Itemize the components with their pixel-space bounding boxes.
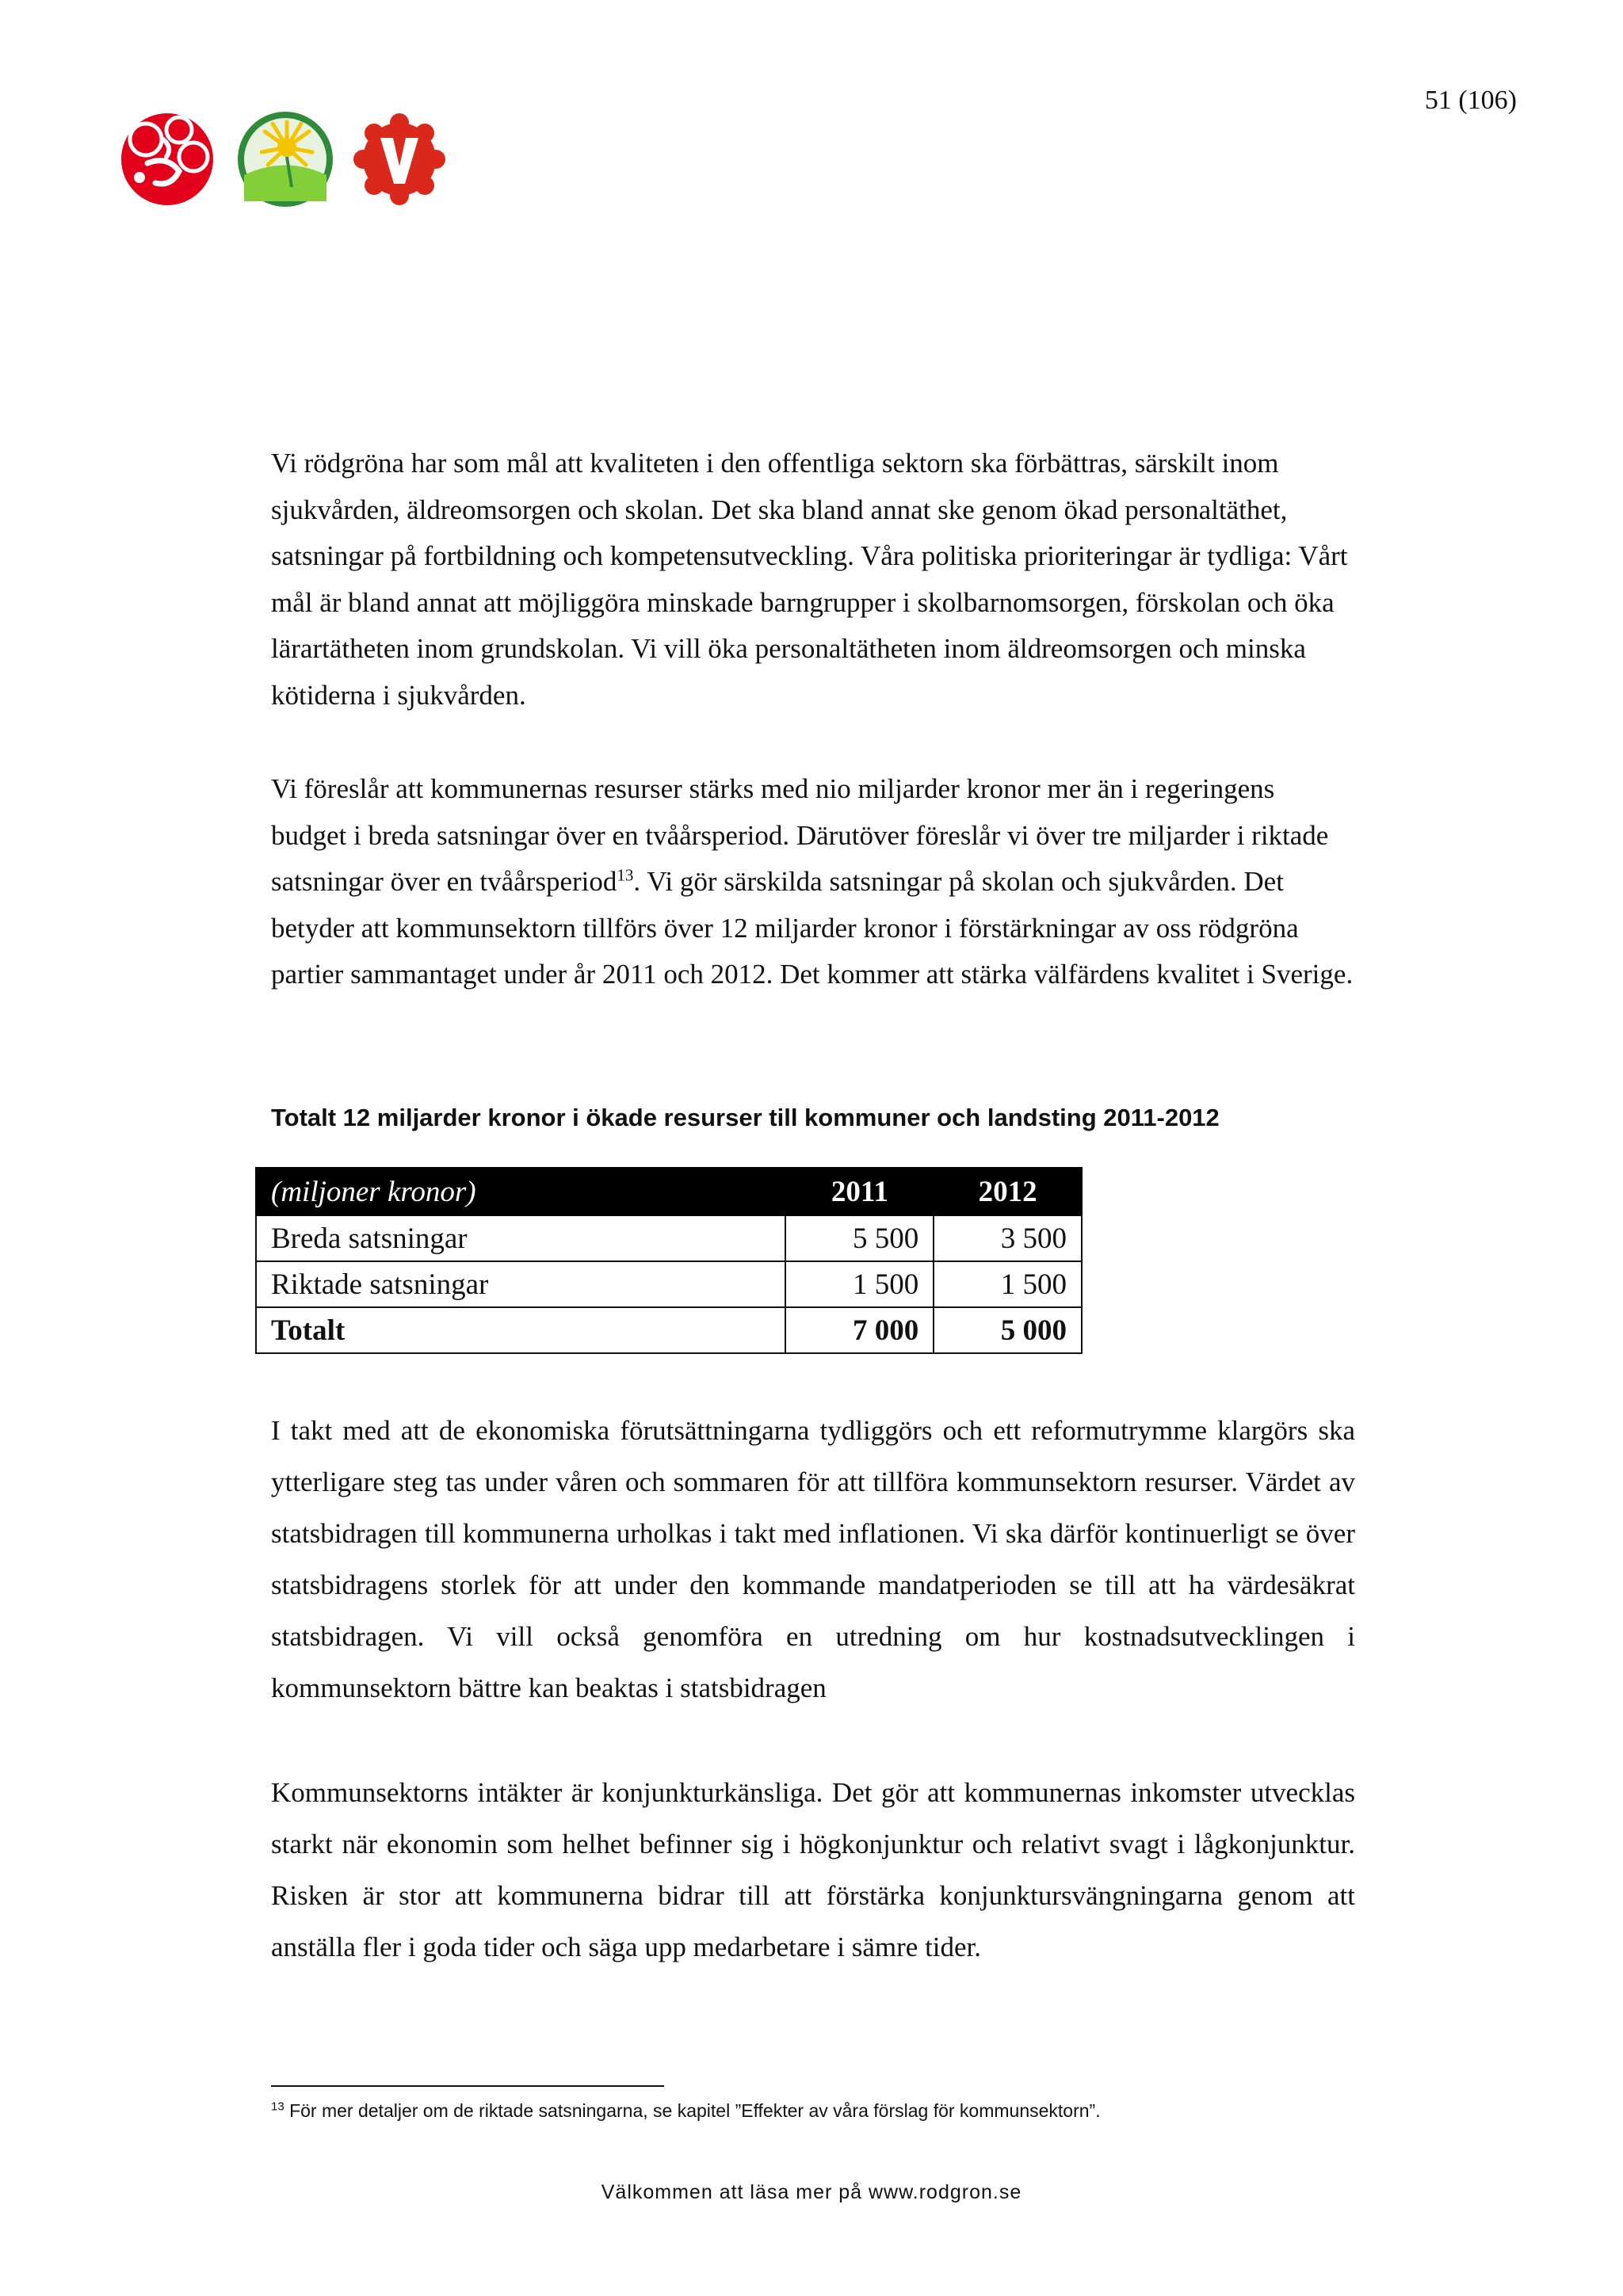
table-total-row [256,1307,1082,1353]
row-label: Riktade satsningar [256,1261,785,1307]
socialdemokraterna-rose-logo [116,108,219,211]
column-header-2011: 2011 [785,1168,934,1215]
vansterpartiet-v-logo [352,108,447,211]
page-footer: Välkommen att läsa mer på www.rodgron.se [601,2181,1022,2203]
body-paragraph-2-part-b: . Vi gör särskilda satsningar på skolan och sjukvården. Det betyder att kommunsektorn tillförs över 12 miljarder kronor i förstärkningar av oss rödgröna partier sammantaget under år 2011 och 2012. Det kommer att stärka välfärdens kvalitet i Sverige. [271,866,1354,990]
cell-value: 1 500 [785,1261,934,1307]
cell-value: 5 500 [785,1215,934,1261]
footnote-reference-13[interactable]: 13 [617,865,634,885]
total-value: 7 000 [785,1307,934,1353]
footnote [271,2100,1101,2122]
total-label: Totalt [256,1307,785,1353]
party-logos [116,108,447,211]
table-row [256,1261,1082,1307]
total-value: 5 000 [934,1307,1082,1353]
funding-table [255,1167,1083,1354]
unit-header: (miljoner kronor) [256,1168,785,1215]
table-row [256,1215,1082,1261]
body-paragraph-2-part-a: Vi föreslår att kommunernas resurser stärks med nio miljarder kronor mer än i regeringens budget i breda satsningar över en tvåårsperiod. Därutöver föreslår vi över tre miljarder i riktade satsningar över en tvåårsperiod [271,773,1329,897]
body-paragraph-1: Vi rödgröna har som mål att kvaliteten i den offentliga sektorn ska förbättras, särskilt inom sjukvården, äldreomsorgen och skolan. Det ska bland annat ske genom ökad personaltäthet, satsningar på fortbildning och kompetensutveckling. Våra politiska prioriteringar är tydliga: Vårt mål är bland annat att möjliggöra minskade barngrupper i skolbarnomsorgen, förskolan och öka lärartätheten inom grundskolan. Vi vill öka personaltätheten inom äldreomsorgen och minska kötiderna i sjukvården. [271,448,1348,711]
body-paragraph-3: I takt med att de ekonomiska förutsättningarna tydliggörs och ett reformutrymme klargörs ska ytterligare steg tas under våren och sommaren för att tillföra kommunsektorn resurser. Värdet av statsbidragen till kommunerna urholkas i takt med inflationen. Vi ska därför kontinuerligt se över statsbidragens storlek för att under den kommande mandatperioden se till att ha värdesäkrat statsbidragen. Vi vill också genomföra en utredning om hur kostnadsutvecklingen i kommunsektorn bättre kan beaktas i statsbidragen [271,1415,1355,1703]
footnote-number: 13 [271,2100,285,2114]
miljopartiet-dandelion-logo [230,108,341,211]
page-number: 51 (106) [1424,86,1517,115]
column-header-2012: 2012 [934,1168,1082,1215]
footnote-divider [271,2085,664,2087]
body-paragraph-4: Kommunsektorns intäkter är konjunkturkänsliga. Det gör att kommunernas inkomster utvecklas starkt när ekonomin som helhet befinner sig i högkonjunktur och relativt svagt i lågkonjunktur. Risken är stor att kommunerna bidrar till att förstärka konjunktursvängningarna genom att anställa fler i goda tider och säga upp medarbetare i sämre tider. [271,1777,1355,1962]
body-paragraph-2 [271,766,1355,998]
table-caption: Totalt 12 miljarder kronor i ökade resurser till kommuner och landsting 2011-2012 [271,1104,1220,1131]
cell-value: 1 500 [934,1261,1082,1307]
table-header-row [256,1168,1082,1215]
footnote-text: För mer detaljer om de riktade satsningarna, se kapitel ”Effekter av våra förslag för kommunsektorn”. [289,2100,1101,2121]
row-label: Breda satsningar [256,1215,785,1261]
cell-value: 3 500 [934,1215,1082,1261]
